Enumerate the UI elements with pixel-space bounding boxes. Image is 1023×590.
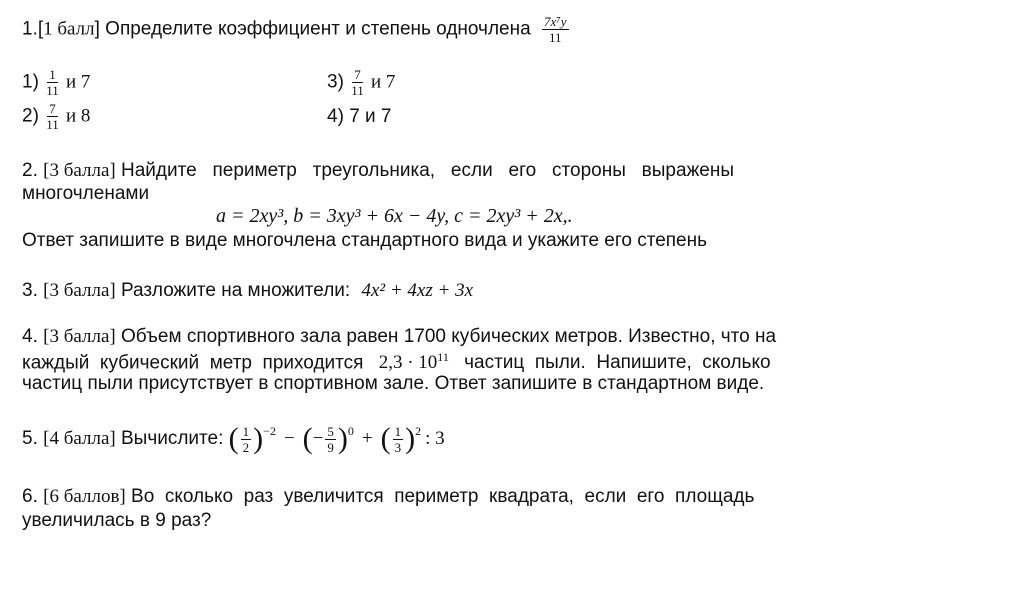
option-rest: и 7: [66, 71, 91, 93]
q6-line1: Во сколько раз увеличится периметр квадрата, если его площадь: [131, 486, 755, 507]
fraction-den: 11: [351, 83, 364, 98]
q5-term3-fraction: [393, 425, 404, 454]
q5-neg-sign: −: [312, 428, 324, 449]
q2-line3: Ответ запишите в виде многочлена стандартного вида и укажите его степень: [22, 230, 708, 251]
fraction-den: 9: [327, 439, 334, 455]
q5-plus: +: [361, 428, 373, 449]
paren-open: (: [228, 422, 239, 455]
fraction-den: 3: [394, 439, 402, 455]
fraction-num: 7: [49, 101, 56, 116]
q2-points: [3 балла]: [43, 160, 116, 181]
q2-line2: многочленами: [22, 183, 150, 204]
q4-number: 4.: [22, 326, 38, 347]
fraction-den: 2: [242, 439, 250, 455]
option-label: 3): [327, 71, 344, 93]
q1-option-2: [22, 102, 90, 131]
fraction-num: 7: [354, 67, 361, 82]
q5-term1-exponent: −2: [263, 424, 276, 438]
option-label: 2): [22, 105, 39, 127]
option-fraction: [351, 68, 364, 97]
fraction-den: 11: [46, 117, 59, 132]
option-rest: и 7: [371, 71, 396, 93]
paren-open: (: [380, 422, 391, 455]
q1-option-4: [327, 106, 392, 128]
question-1-title: [22, 15, 571, 44]
q5-number: 5.: [22, 428, 38, 449]
q4-line1: Объем спортивного зала равен 1700 кубических метров. Известно, что на: [121, 326, 777, 347]
fraction-num: 1: [242, 423, 250, 439]
q1-text: ] Определите коэффициент и степень одночлена: [94, 18, 531, 40]
paren-close: ): [405, 422, 416, 455]
q3-points: [3 балла]: [43, 280, 116, 301]
q5-term1-fraction: [241, 425, 252, 454]
q5-term2-exponent: 0: [347, 424, 354, 438]
q1-option-1: [22, 68, 90, 97]
q3-number: 3.: [22, 280, 38, 301]
q1-monomial-den: 11: [548, 30, 562, 45]
q2-formula: a = 2xy³, b = 3xy³ + 6x − 4y, c = 2xy³ + 2x,.: [216, 205, 573, 227]
q6-line2: увеличилась в 9 раз?: [22, 510, 212, 531]
question-5: [22, 424, 445, 454]
q5-term3-exponent: 2: [415, 424, 422, 438]
question-6-line-1: [22, 486, 754, 508]
paren-close: ): [253, 422, 264, 455]
option-fraction: [46, 68, 59, 97]
q1-prefix: 1.[: [22, 18, 44, 40]
q6-points: [6 баллов]: [43, 486, 126, 507]
q1-monomial-num: 7x⁷y: [543, 14, 567, 29]
option-text: 7 и 7: [349, 106, 392, 127]
question-2-line-1: [22, 160, 830, 182]
q5-text: Вычислите:: [121, 428, 224, 449]
q2-number: 2.: [22, 160, 38, 181]
fraction-den: 11: [46, 83, 59, 98]
q3-text: Разложите на множители:: [121, 280, 351, 301]
q4-sci-exponent: 11: [437, 350, 449, 364]
q1-points: 1 балл: [43, 18, 95, 40]
paren-open: (: [302, 422, 313, 455]
q6-number: 6.: [22, 486, 38, 507]
q5-points: [4 балла]: [43, 428, 116, 449]
q4-sci-mantissa: 2,3 · 10: [378, 352, 438, 374]
q3-expression: 4x² + 4xz + 3x: [361, 280, 474, 301]
paren-close: ): [337, 422, 348, 455]
q4-line2b: частиц пыли. Напишите, сколько: [464, 352, 771, 374]
q4-points: [3 балла]: [43, 326, 116, 347]
fraction-num: 5: [327, 423, 334, 439]
q5-divide: : 3: [425, 428, 445, 449]
option-label: 4): [327, 106, 344, 127]
option-label: 1): [22, 71, 39, 93]
q1-monomial: [542, 15, 569, 44]
question-4-line-1: [22, 326, 776, 348]
q4-line2: [22, 350, 771, 374]
q5-minus: −: [283, 428, 295, 449]
option-fraction: [46, 102, 59, 131]
question-3: [22, 280, 473, 302]
q5-term2-fraction: [325, 425, 336, 454]
q2-line1: Найдите периметр треугольника, если его стороны выражены: [121, 160, 734, 181]
q4-line3: частиц пыли присутствует в спортивном зале. Ответ запишите в стандартном виде.: [22, 373, 765, 394]
fraction-num: 1: [49, 67, 56, 82]
q1-option-3: [327, 68, 395, 97]
option-rest: и 8: [66, 105, 91, 127]
fraction-num: 1: [394, 423, 402, 439]
q4-line2a: каждый кубический метр приходится: [22, 352, 364, 374]
